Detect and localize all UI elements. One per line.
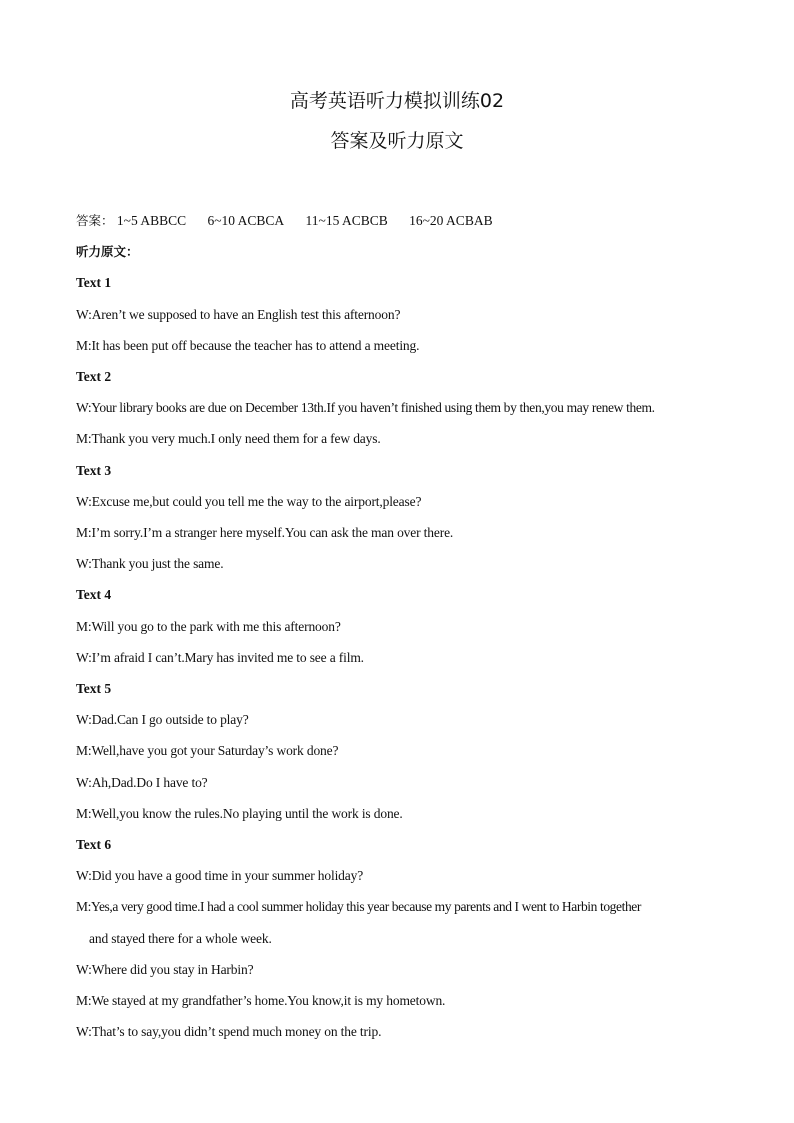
text-heading: Text 2: [76, 369, 112, 385]
answer-group: 6~10 ACBCA: [207, 213, 285, 228]
dialogue-line: W:Thank you just the same.: [76, 556, 224, 572]
text-heading: Text 1: [76, 275, 112, 291]
text-heading: Text 5: [76, 681, 112, 697]
answer-group: 1~5 ABBCC: [116, 213, 187, 228]
dialogue-line: M:Will you go to the park with me this afternoon?: [76, 618, 341, 634]
dialogue-line: M:We stayed at my grandfather’s home.You know,it is my hometown.: [76, 993, 446, 1009]
dialogue-line: W:Ah,Dad.Do I have to?: [76, 774, 208, 790]
dialogue-line: W:Excuse me,but could you tell me the way to the airport,please?: [76, 493, 422, 509]
text-heading: Text 3: [76, 462, 112, 478]
dialogue-line: W:I’m afraid I can’t.Mary has invited me to see a film.: [76, 649, 364, 665]
dialogue-line: W:Your library books are due on December 13th.If you haven’t finished using them by then,you may renew them.: [76, 400, 655, 416]
dialogue-line: W:Aren’t we supposed to have an English test this afternoon?: [76, 306, 401, 322]
answer-group: 11~15 ACBCB: [305, 213, 388, 228]
text-heading: Text 6: [76, 837, 112, 853]
dialogue-line: M:Yes,a very good time.I had a cool summer holiday this year because my parents and I went to Harbin together: [76, 899, 641, 915]
dialogue-line: W:Did you have a good time in your summer holiday?: [76, 868, 364, 884]
dialogue-line: W:That’s to say,you didn’t spend much money on the trip.: [76, 1024, 382, 1040]
dialogue-line: M:Thank you very much.I only need them for a few days.: [76, 431, 381, 447]
dialogue-line: M:Well,you know the rules.No playing until the work is done.: [76, 805, 403, 821]
page-title: 高考英语听力模拟训练02: [289, 90, 505, 112]
dialogue-line: M:It has been put off because the teacher has to attend a meeting.: [76, 337, 420, 353]
dialogue-line: and stayed there for a whole week.: [89, 930, 272, 946]
dialogue-line: M:I’m sorry.I’m a stranger here myself.You can ask the man over there.: [76, 525, 454, 541]
answer-group: 16~20 ACBAB: [409, 213, 493, 228]
document-body: [76, 205, 726, 1047]
dialogue-line: W:Where did you stay in Harbin?: [76, 961, 254, 977]
dialogue-line: W:Dad.Can I go outside to play?: [76, 712, 249, 728]
text-heading: Text 4: [76, 587, 112, 603]
dialogue-line: M:Well,have you got your Saturday’s work done?: [76, 743, 339, 759]
page-subtitle: 答案及听力原文: [330, 130, 464, 152]
answer-key: [76, 205, 726, 236]
transcript-label: 听力原文：: [76, 244, 139, 260]
answer-key-label: 答案：: [76, 213, 114, 228]
